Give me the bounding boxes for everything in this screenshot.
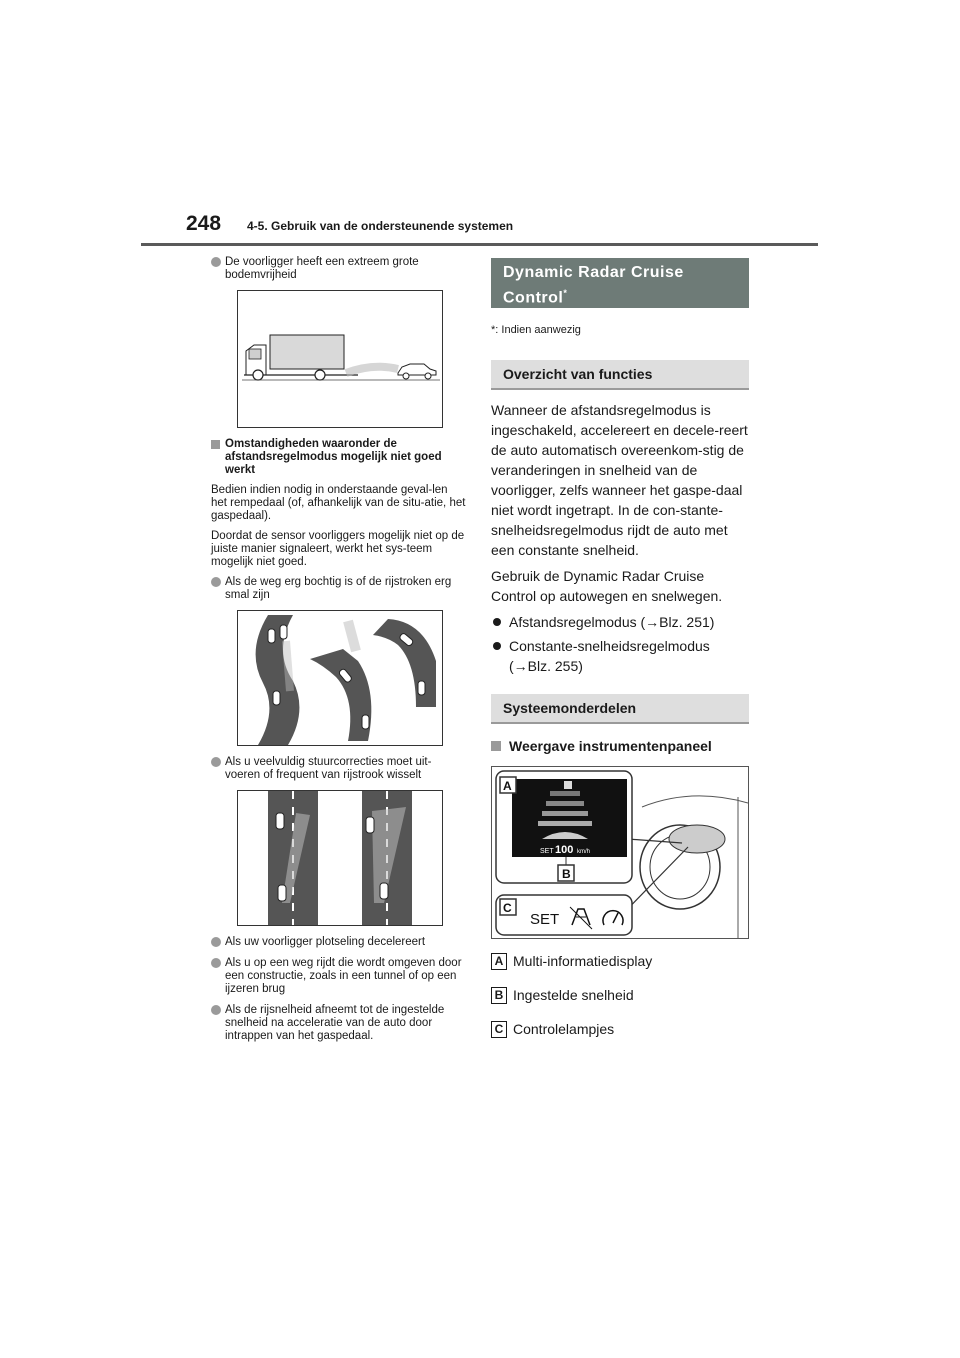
truck-illustration <box>238 291 443 428</box>
lane-change-figure <box>237 790 443 926</box>
bullet-speed-decrease <box>211 1004 466 1043</box>
bullet-text: Als de weg erg bochtig is of de rijstroken erg smal zijn <box>225 576 452 601</box>
paragraph-pedal: Bedien indien nodig in onderstaande geval-len het rempedaal (of, afhankelijk van de situ-atie, het gaspedaal). <box>211 484 466 522</box>
list-item-text: Constante-snelheidsregelmodus (→Blz. 255) <box>509 638 710 674</box>
lane-change-illustration <box>238 791 443 926</box>
callout-b: B <box>562 867 571 881</box>
bullet-ground-clearance <box>211 256 466 282</box>
bullet-text: Als u op een weg rijdt die wordt omgeven door een constructie, zoals in een tunnel of op een ijzeren brug <box>225 957 462 995</box>
bullet-dot-icon <box>211 257 221 267</box>
footnote: *: Indien aanwezig <box>491 324 581 336</box>
banner-title: Dynamic Radar Cruise Control <box>503 264 684 307</box>
heading-square-icon <box>211 440 220 449</box>
legend <box>491 951 749 1039</box>
winding-road-figure <box>237 610 443 746</box>
overview-paragraph-2: Gebruik de Dynamic Radar Cruise Control op autowegen en snelwegen. <box>491 568 723 604</box>
bullet-text: Als u veelvuldig stuurcorrecties moet uit-voeren of frequent van rijstrook wisselt <box>225 756 432 781</box>
paragraph-sensor: Doordat de sensor voorliggers mogelijk niet op de juiste manier signaleert, werkt het sys-teem mogelijk niet goed. <box>211 530 465 568</box>
instrument-panel-figure <box>491 766 749 939</box>
bullet-text: De voorligger heeft een extreem grote bodemvrijheid <box>225 256 419 281</box>
callout-c: C <box>503 901 512 915</box>
display-set-label: SET <box>540 848 554 855</box>
overview-paragraph-1: Wanneer de afstandsregelmodus is ingeschakeld, accelereert en decele-reert de auto automatisch overeenkom-stig de veranderingen in snelheid van de voorligger, zelfs wanneer het gaspe-daal niet wordt ingetrapt. In de con-stante-snelheidsregelmodus rijdt de auto met een constante snelheid. <box>491 402 748 558</box>
left-column <box>211 256 466 1051</box>
legend-key: C <box>491 1021 507 1038</box>
list-dot-icon <box>493 618 501 626</box>
list-item-text: Afstandsregelmodus (→Blz. 251) <box>509 614 715 630</box>
conditions-heading <box>211 438 466 477</box>
display-speed: 100 <box>555 844 574 856</box>
bullet-text: Als de rijsnelheid afneemt tot de ingestelde snelheid na acceleratie van de auto door intrappen van het gaspedaal. <box>225 1004 445 1042</box>
heading-square-icon <box>491 741 501 751</box>
right-column <box>491 258 749 1053</box>
instrument-panel-illustration <box>492 767 749 939</box>
legend-row-b <box>491 985 749 1005</box>
indicator-set-label: SET <box>530 911 560 928</box>
truck-figure <box>237 290 443 428</box>
bullet-text: Als uw voorligger plotseling decelereert <box>225 936 426 948</box>
bullet-sudden-deceleration <box>211 936 466 949</box>
bullet-winding-road <box>211 576 466 602</box>
legend-row-a <box>491 951 749 971</box>
bullet-dot-icon <box>211 937 221 947</box>
bullet-dot-icon <box>211 1005 221 1015</box>
components-heading: Systeemonderdelen <box>491 694 749 724</box>
callout-a: A <box>503 779 512 793</box>
legend-label: Controlelampjes <box>513 1021 615 1037</box>
winding-road-illustration <box>238 611 443 746</box>
list-dot-icon <box>493 642 501 650</box>
conditions-heading-text: Omstandigheden waaronder de afstandsregelmodus mogelijk niet goed werkt <box>225 438 442 476</box>
legend-label: Ingestelde snelheid <box>513 987 634 1003</box>
panel-heading <box>491 738 749 754</box>
banner-footnote-mark: * <box>563 288 568 298</box>
overview-heading: Overzicht van functies <box>491 360 749 390</box>
drcc-banner <box>491 258 749 308</box>
bullet-steering-corrections <box>211 756 466 782</box>
display-unit: km/h <box>577 849 591 855</box>
bullet-dot-icon <box>211 958 221 968</box>
legend-key: A <box>491 953 507 970</box>
overview-body <box>491 400 749 606</box>
legend-key: B <box>491 987 507 1004</box>
legend-row-c <box>491 1019 749 1039</box>
bullet-dot-icon <box>211 757 221 767</box>
bullet-dot-icon <box>211 577 221 587</box>
bullet-tunnel <box>211 957 466 996</box>
list-item-distance-mode <box>491 612 749 632</box>
page-number: 248 <box>186 212 222 235</box>
list-item-constant-speed-mode <box>491 636 749 676</box>
section-title: 4-5. Gebruik van de ondersteunende systemen <box>247 219 514 233</box>
panel-heading-text: Weergave instrumentenpaneel <box>509 738 712 754</box>
legend-label: Multi-informatiedisplay <box>513 953 653 969</box>
header-rule <box>141 243 818 246</box>
